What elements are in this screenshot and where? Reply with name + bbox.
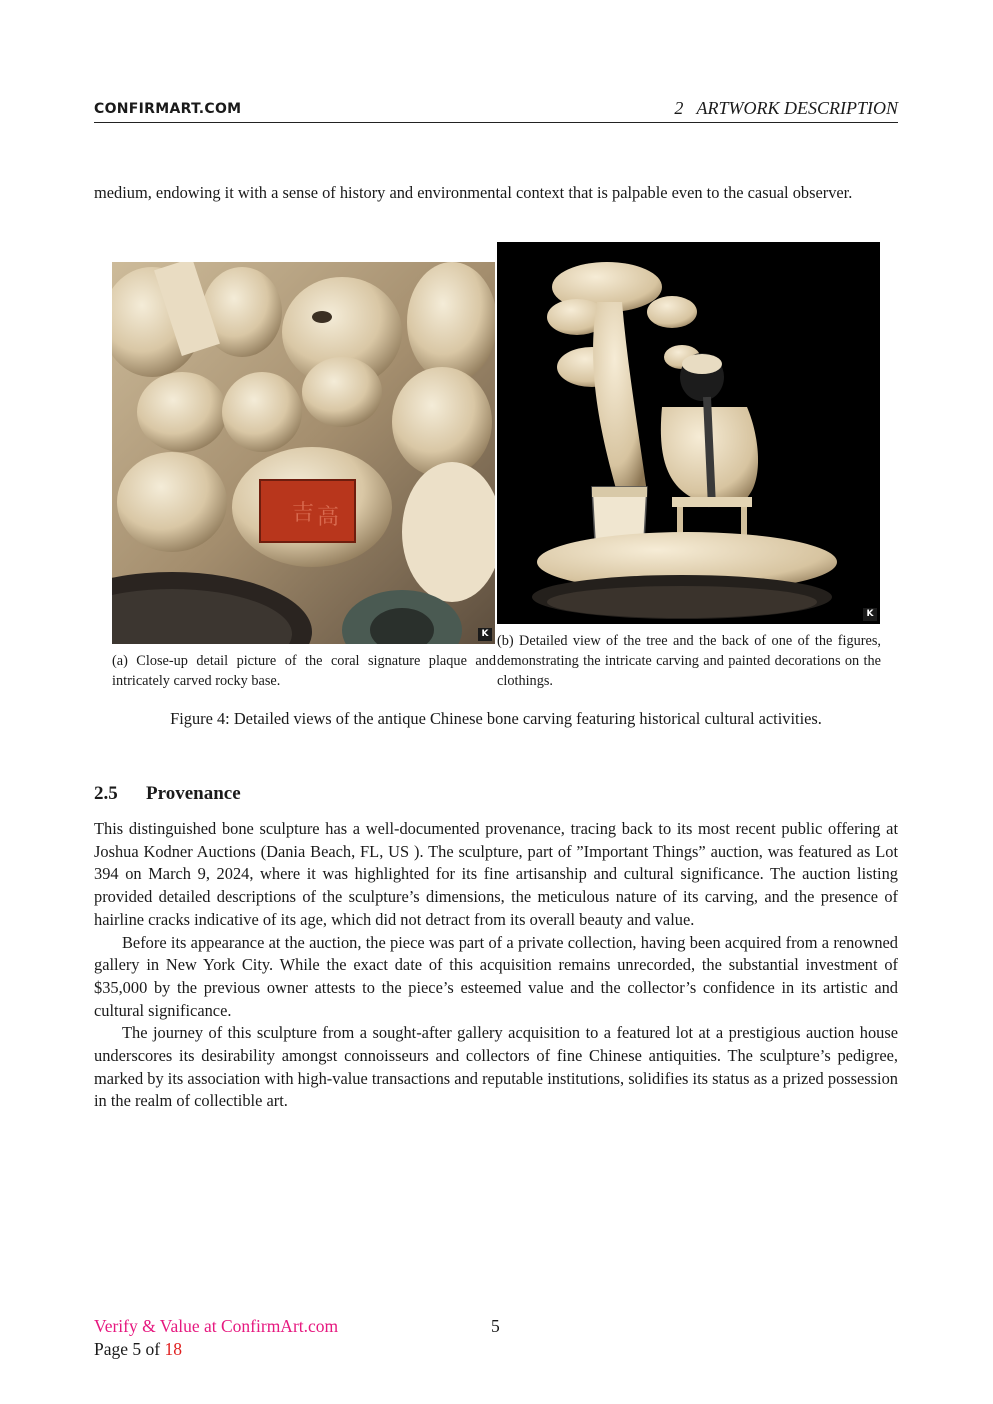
page-count-label: Page 5 of: [94, 1339, 165, 1359]
svg-text:吉: 吉: [292, 501, 315, 526]
figure-a-image: [112, 262, 495, 644]
section-number: 2.5: [94, 783, 118, 804]
subfigure-a-caption: (a) Close-up detail picture of the coral signature plaque and intricately carved rocky base.: [112, 653, 496, 689]
figure-caption: Figure 4: Detailed views of the antique Chinese bone carving featuring historical cultural activities.: [170, 709, 822, 728]
header-rule: [94, 122, 898, 123]
section-heading: [94, 783, 241, 805]
section-title: Provenance: [146, 783, 241, 804]
page-number: 5: [491, 1316, 500, 1336]
paragraph: Before its appearance at the auction, the piece was part of a private collection, having been acquired from a renowned gallery in New York City. While the exact date of this acquisition remains unrecorded, the substantial investment of $35,000 by the previous owner attests to the piece’s esteemed value and the collector’s confidence in its artistic and cultural significance.: [94, 932, 898, 1020]
watermark-icon: K: [863, 608, 877, 621]
page-count: [94, 1339, 182, 1360]
page-total-link[interactable]: 18: [164, 1339, 182, 1359]
svg-text:高: 高: [317, 505, 340, 530]
provenance-body: [94, 818, 898, 1113]
paragraph: The journey of this sculpture from a sought-after gallery acquisition to a featured lot at a prestigious auction house underscores its desirability amongst connoisseurs and collectors of fine Chinese antiquities. The sculpture’s pedigree, marked by its association with high-value transactions and reputable institutions, solidifies its status as a prized possession in the realm of collectible art.: [94, 1023, 898, 1111]
watermark-icon: K: [478, 628, 492, 641]
intro-paragraph: [94, 182, 898, 205]
site-logo: CONFIRMART.COM: [94, 101, 242, 117]
intro-paragraph-text: medium, endowing it with a sense of history and environmental context that is palpable even to the casual observer.: [94, 183, 853, 202]
figure-b-image: [497, 242, 880, 624]
paragraph: This distinguished bone sculpture has a well-documented provenance, tracing back to its most recent public offering at Joshua Kodner Auctions (Dania Beach, FL, US ). The sculpture, part of ”Important Things” auction, was featured as Lot 394 on March 9, 2024, where it was highlighted for its fine artisanship and cultural significance. The auction listing provided detailed descriptions of the sculpture’s dimensions, the meticulous nature of its carving, and the presence of hairline cracks indicative of its age, which did not detract from its overall beauty and value.: [94, 819, 898, 929]
verify-link[interactable]: Verify & Value at ConfirmArt.com: [94, 1316, 339, 1336]
running-section-title: 2 ARTWORK DESCRIPTION: [674, 98, 898, 118]
subfigure-b-caption: (b) Detailed view of the tree and the back of one of the figures, demonstrating the intricate carving and painted decorations on the clothings.: [497, 633, 881, 689]
